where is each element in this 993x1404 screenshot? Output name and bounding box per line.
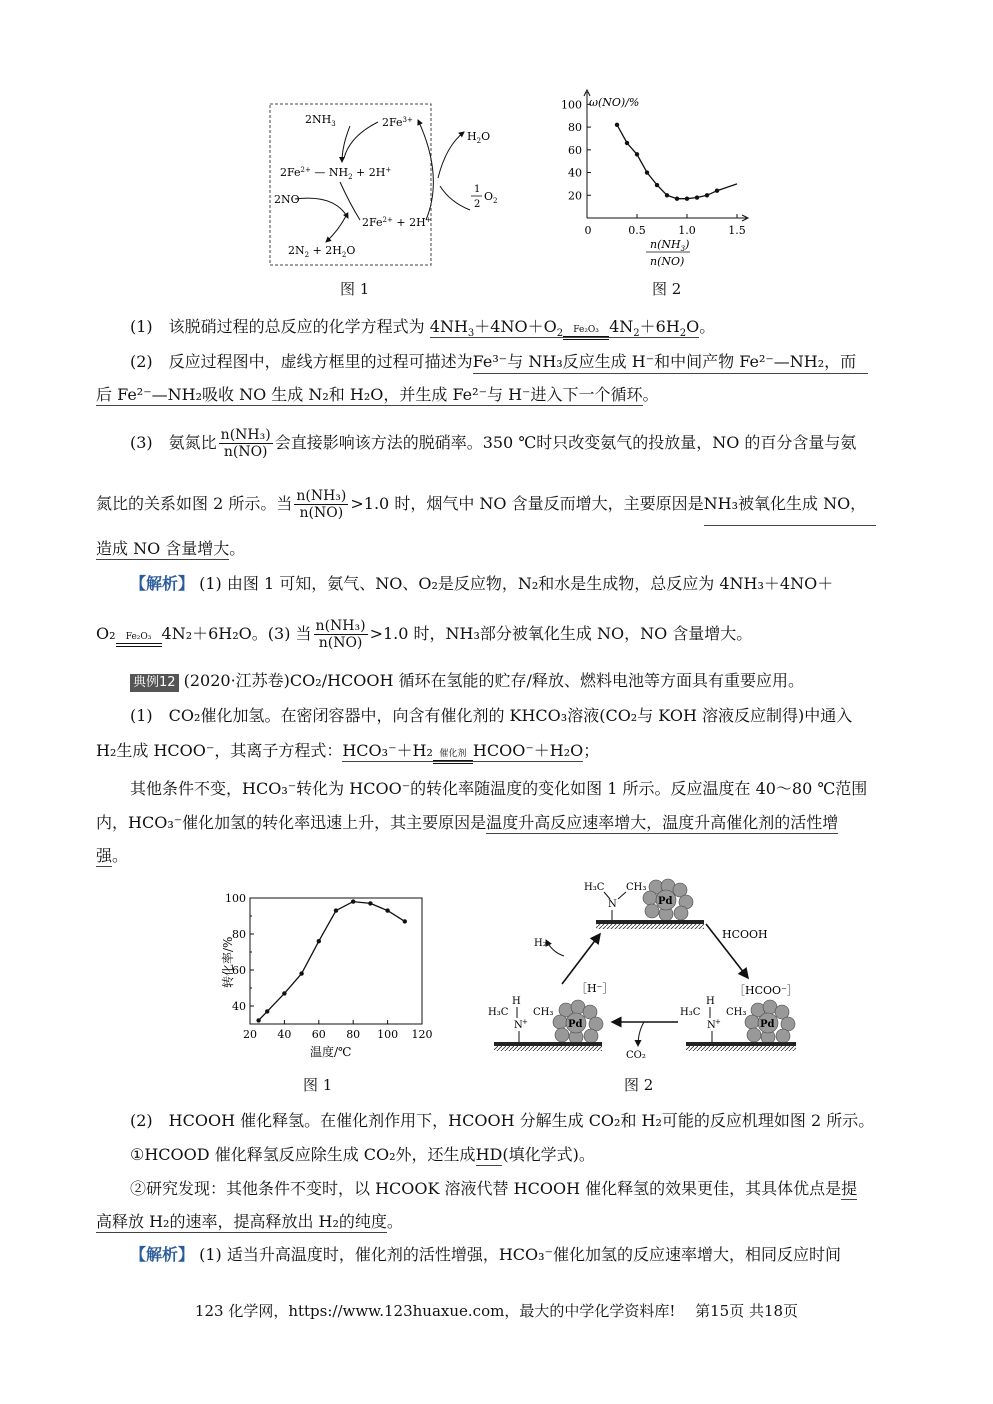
chart-b-ytick: 60 <box>232 964 246 977</box>
answer-reason-2: 强 <box>96 846 113 865</box>
analysis-1: 【解析】 (1) 由图 1 可知，氨气、NO、O₂是反应物，N₂和水是生成物，总反应为 4NH₃＋4NO＋ <box>130 574 834 593</box>
svg-text:［H⁻］: ［H⁻］ <box>576 982 614 995</box>
part-2-c: ②研究发现：其他条件不变时，以 HCOOK 溶液代替 HCOOH 催化释氢的效果更佳，其具体优点是提 <box>130 1179 858 1198</box>
chart-b-point <box>265 1009 269 1013</box>
chart-b-ylabel: 转化率/% <box>221 936 235 988</box>
label-2fe3: $2Fe^{3+}$ <box>382 116 413 129</box>
label-n2-h2o: $2N_2 + 2H_2O$ <box>288 244 356 259</box>
svg-text:［HCOO⁻］: ［HCOO⁻］ <box>734 984 798 997</box>
svg-text:H₃C: H₃C <box>584 882 605 893</box>
arrow-release-h2 <box>562 934 600 984</box>
chart-a-xlabel-num: $n(NH_3)$ <box>650 238 690 253</box>
label-hcooh: HCOOH <box>722 928 768 941</box>
chart-b-ytick: 40 <box>232 1000 246 1013</box>
label-half-den: 2 <box>474 199 481 210</box>
answer-adv-1: 提 <box>841 1179 858 1198</box>
chart-a-xlabel-den: n(NO) <box>650 255 685 268</box>
label-co2: CO₂ <box>626 1050 646 1061</box>
page-footer: 123 化学网，https://www.123huaxue.com，最大的中学化学资料库! 第15页 共18页 <box>194 1302 799 1320</box>
chart-a-point <box>675 196 679 200</box>
chart-b-xlabel: 温度/℃ <box>310 1045 352 1059</box>
chart-a-ytick: 20 <box>568 189 582 203</box>
chart-a-point <box>645 170 649 174</box>
answer-3a: NH₃被氧化生成 NO， <box>704 484 876 526</box>
answer-3b: 造成 NO 含量增大 <box>96 539 230 558</box>
answer-adv-2: 高释放 H₂的速率，提高释放出 H₂的纯度 <box>96 1212 387 1231</box>
answer-2-line2: 后 Fe²⁻—NH₂吸收 NO 生成 N₂和 H₂O，并生成 Fe²⁻与 H⁻进入下一个循环 <box>96 385 643 404</box>
part-1-e: 强。 <box>96 846 129 865</box>
chart-b-xtick: 20 <box>243 1028 257 1041</box>
chart-a-point <box>695 195 699 199</box>
svg-text:Pd: Pd <box>760 1019 775 1030</box>
chart-b-xtick: 40 <box>277 1028 292 1041</box>
no-ratio-chart <box>556 88 776 274</box>
svg-text:H₃C: H₃C <box>488 1007 509 1018</box>
label-2nh3: $2NH_3$ <box>305 113 336 128</box>
arrow-to-fe2 <box>340 182 360 220</box>
label-fe-nh2: $2Fe^{2+}$ — $NH_2 + 2H^+$ <box>280 166 392 181</box>
svg-text:N: N <box>514 1020 523 1031</box>
answer-1: $4NH_3+4NO+O_2$ Fe₂O₃ $4N_2+6H_2O$ <box>429 317 700 340</box>
question-3-cont: 氮比的关系如图 2 所示。当 $\frac{\text{n(NH₃)}}{n(NO)}$ >1.0 时，烟气中 NO 含量反而增大，主要原因是NH₃被氧化生成 NO， <box>96 484 876 526</box>
arrow-nh3-in <box>342 126 350 162</box>
answer-reason-1: 温度升高反应速率增大，温度升高催化剂的活性增 <box>486 813 839 832</box>
arrow-co2-out <box>638 1022 644 1046</box>
chart-b-ytick: 100 <box>225 892 246 905</box>
arrow-o2-in <box>440 186 470 210</box>
part-1-b: H₂生成 HCOO⁻，其离子方程式：HCO₃⁻＋H₂ 催化剂 HCOO⁻＋H₂O； <box>96 741 599 764</box>
part-2: (2) HCOOH 催化释氢。在催化剂作用下，HCOOH 分解生成 CO₂和 H₂可能的反应机理如图 2 所示。 <box>130 1111 875 1130</box>
bottom-right-complex <box>680 984 798 1051</box>
question-2: (2) 反应过程图中，虚线方框里的过程可描述为Fe³⁻与 NH₃反应生成 H⁻和中间产物 Fe²⁻—NH₂，而 <box>130 352 868 374</box>
answer-ionic-eq: HCO₃⁻＋H₂ 催化剂 HCOO⁻＋H₂O <box>342 741 583 762</box>
chart-b-point <box>317 939 321 943</box>
chart-a-ylabel: ω(NO)/% <box>589 96 640 109</box>
chart-a-ytick: 80 <box>568 121 582 135</box>
fig1b-caption: 图 1 <box>303 1076 333 1094</box>
chart-b-point <box>299 971 303 975</box>
question-3: (3) 氨氮比 $\frac{\text{n(NH₃)}}{n(NO)}$ 会直接影响该方法的脱硝率。350 ℃时只改变氨气的投放量，NO 的百分含量与氨 <box>130 427 857 460</box>
chart-a-xtick: 0 <box>584 224 592 237</box>
label-2fe2-h: $2Fe^{2+} + 2H^+$ <box>362 216 432 229</box>
chart-b-xtick: 120 <box>411 1028 433 1041</box>
chart-a-point <box>655 183 659 187</box>
part-1-d: 内，HCO₃⁻催化加氢的转化率迅速上升，其主要原因是温度升高反应速率增大，温度升高催化剂的活性增 <box>96 813 839 832</box>
svg-text:+: + <box>715 1018 721 1026</box>
svg-text:N: N <box>707 1020 716 1031</box>
svg-text:+: + <box>522 1018 528 1026</box>
part-2-b: ①HCOOD 催化释氢反应除生成 CO₂外，还生成HD(填化学式)。 <box>130 1145 595 1164</box>
arrow-no-in <box>295 198 348 218</box>
fig2-caption: 图 2 <box>652 280 682 298</box>
svg-text:H: H <box>706 996 715 1007</box>
chart-a-point <box>715 189 719 193</box>
example-12: 典例12 (2020·江苏卷)CO₂/HCOOH 循环在氢能的贮存/释放、燃料电池等方面具有重要应用。 <box>130 671 804 692</box>
chart-a-point <box>685 196 689 200</box>
chart-b-xtick: 60 <box>311 1028 326 1041</box>
top-complex <box>584 879 704 929</box>
chart-b-point <box>351 899 355 903</box>
fig2b-caption: 图 2 <box>624 1076 654 1094</box>
arrow-h2o-out <box>438 132 464 178</box>
chart-a-point <box>615 123 619 127</box>
chart-a-point <box>635 152 639 156</box>
fig1-caption: 图 1 <box>340 280 370 298</box>
analysis-2: 【解析】 (1) 适当升高温度时，催化剂的活性增强，HCO₃⁻催化加氢的反应速率增大，相同反应时间 <box>130 1245 842 1264</box>
chart-a-ytick: 40 <box>568 166 582 180</box>
question-2-cont: 后 Fe²⁻—NH₂吸收 NO 生成 N₂和 H₂O，并生成 Fe²⁻与 H⁻进入下一个循环。 <box>96 385 659 404</box>
svg-text:N: N <box>608 899 617 910</box>
chart-a-xtick: 1.5 <box>728 224 746 237</box>
chart-b-point <box>282 991 286 995</box>
chart-b-xtick: 80 <box>346 1028 361 1041</box>
label-2no: 2NO <box>274 193 300 206</box>
svg-text:Pd: Pd <box>568 1019 583 1030</box>
part-2-d: 高释放 H₂的速率，提高释放出 H₂的纯度。 <box>96 1212 403 1231</box>
chart-b-xtick: 100 <box>377 1028 399 1041</box>
example-tag: 典例12 <box>130 674 179 692</box>
mechanism-diagram <box>486 874 816 1064</box>
chart-a-xtick: 0.5 <box>628 224 646 237</box>
part-1: (1) CO₂催化加氢。在密闭容器中，向含有催化剂的 KHCO₃溶液(CO₂与 KOH 溶液反应制得)中通入 <box>130 706 853 725</box>
svg-text:CH₃: CH₃ <box>626 882 647 893</box>
svg-text:H: H <box>512 996 521 1007</box>
chart-a-series-line <box>617 125 737 199</box>
label-h2: H₂ <box>534 938 547 949</box>
chart-a-point <box>705 193 709 197</box>
svg-text:CH₃: CH₃ <box>726 1007 747 1018</box>
chart-a-point <box>625 141 629 145</box>
chart-b-frame <box>250 898 422 1024</box>
chart-b-point <box>334 908 338 912</box>
bottom-left-complex <box>488 982 613 1051</box>
label-h2o-out: $H_2O$ <box>467 130 491 145</box>
answer-hd: HD <box>475 1145 503 1164</box>
conversion-chart <box>218 888 438 1060</box>
answer-2-line1: Fe³⁻与 NH₃反应生成 H⁻和中间产物 Fe²⁻—NH₂，而 <box>473 352 868 374</box>
arrow-n2-out <box>326 216 346 242</box>
label-half-num: 1 <box>474 184 481 195</box>
chart-b-series-line <box>259 902 405 1021</box>
chart-a-ytick: 60 <box>568 143 582 157</box>
chart-a-point <box>665 193 669 197</box>
chart-b-point <box>256 1018 260 1022</box>
question-1: (1) 该脱硝过程的总反应的化学方程式为 $4NH_3+4NO+O_2$ Fe₂O₃ $4N_2+6H_2O$。 <box>130 317 716 340</box>
part-1-c: 其他条件不变，HCO₃⁻转化为 HCOO⁻的转化率随温度的变化如图 1 所示。反应温度在 40～80 ℃范围 <box>130 779 868 798</box>
chart-b-ytick: 80 <box>232 928 246 941</box>
label-o2-in: $O_2$ <box>484 190 498 205</box>
analysis-1-cont: O₂ Fe₂O₃ 4N₂＋6H₂O。(3) 当 $\frac{\text{n(NH₃)}}{n(NO)}$ >1.0 时，NH₃部分被氧化生成 NO，NO 含量增大。 <box>96 618 753 651</box>
svg-text:Pd: Pd <box>658 896 673 907</box>
arrow-h2-out <box>546 940 564 956</box>
chart-a-ytick: 100 <box>561 98 582 112</box>
svg-text:H₃C: H₃C <box>680 1007 701 1018</box>
svg-text:CH₃: CH₃ <box>533 1007 554 1018</box>
reaction-cycle-diagram <box>250 96 510 276</box>
chart-b-point <box>368 901 372 905</box>
chart-b-point <box>403 919 407 923</box>
question-3-cont2: 造成 NO 含量增大。 <box>96 539 246 558</box>
chart-a-xtick: 1.0 <box>678 224 696 237</box>
chart-b-point <box>385 908 389 912</box>
